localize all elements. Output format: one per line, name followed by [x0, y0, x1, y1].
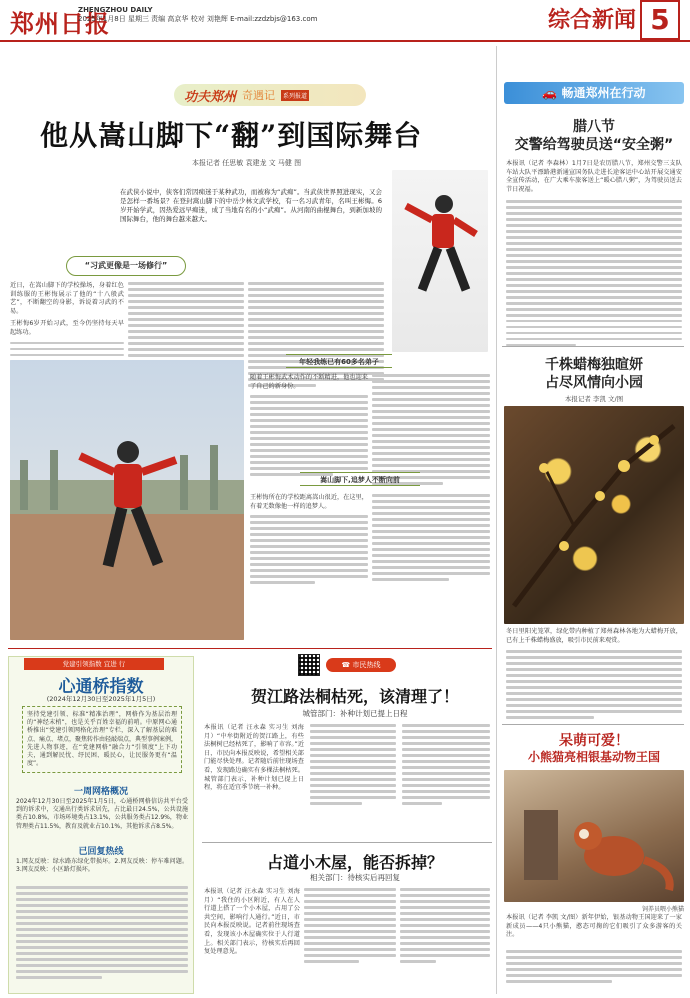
martial-artist-icon [392, 170, 488, 352]
lamei-head-2: 占尽风情向小园 [545, 375, 643, 391]
cabin-sub: 相关部门：待核实后再回复 [310, 873, 400, 882]
right-col-divider [496, 46, 497, 994]
page-number: 5 [640, 0, 680, 40]
lbj-head-2: 交警给驾驶员送“安全粥” [514, 137, 674, 153]
xinqiao-tag: 党建引领指数 宜进 行 [24, 658, 164, 670]
kungfu-col3-text [248, 282, 384, 387]
kungfu-headline: 他从嵩山脚下“翻”到国际舞台 [40, 119, 423, 152]
subhead-1-text: “习武更像是一场修行” [84, 261, 168, 270]
kungfu-col5 [372, 374, 490, 485]
xinqiao-more-text [16, 886, 188, 979]
masthead-date-line: 2025年1月8日 星期三 责编 高京华 校对 刘艳辉 E-mail:zzdzbjs@163.com [78, 15, 318, 23]
kungfu-col5-text [372, 374, 490, 485]
lamei-byline: 本报记者 李凯 文/图 [564, 395, 624, 403]
hotline-label [326, 658, 396, 672]
divider-under-kungfu [8, 648, 492, 649]
xinqiao-quote: 坚持党建引领、标准“精准治理”，网格作为基层治理的“神经末梢”，也是关乎百姓幸福的前哨。中原网心通桥推出“党建引领网格化治理”专栏，深入了解基层的难点、痛点、堵点，聚焦转作由轻敲端点，典型事例案例，先进人物事迹，在“党建网格”融合力“引领度”上下功夫，通到解民忧、纾民困、暖民心，让民服务更有“温度”。 [22, 706, 182, 773]
kungfu-col3 [248, 282, 384, 387]
divider-r1 [502, 346, 684, 347]
cabin-headline: 占道小木屋，能否拆掉？ [266, 853, 443, 872]
section-name: 综合新闻 [548, 8, 637, 33]
lbj-more [506, 200, 682, 346]
kungfu-hero-photo [392, 170, 488, 352]
phone-icon: ☎ [341, 661, 353, 669]
training-scene-icon [10, 360, 244, 640]
subhead-1 [66, 256, 186, 276]
banner-tag: 系列报道 [281, 90, 309, 101]
divider-mid [202, 842, 492, 843]
kungfu-col4 [250, 374, 368, 476]
lamei-head-1: 千株蜡梅独暄妍 [545, 357, 643, 373]
masthead-meta [78, 6, 317, 24]
xinqiao-title: 心通桥指数 [58, 677, 144, 697]
panda-more [506, 950, 682, 983]
masthead-english: ZHENGZHOU DAILY [78, 6, 153, 14]
newspaper-logo: 郑州日报 [10, 9, 110, 38]
subhead-3 [300, 472, 420, 486]
kungfu-action-photo [10, 360, 244, 640]
xinqiao-solved-text: 1.网友反映：绿水路东绿化带损坏。2.网友反映：停车难问题。3.网友反映：小区路灯损坏。 [16, 858, 188, 874]
hotline-col2 [310, 724, 396, 805]
hotline-sub: 城管部门：补种计划已提上日程 [302, 709, 408, 718]
subhead-3-text: 嵩山脚下,追梦人不断向前 [320, 476, 400, 484]
xinqiao-solved-title: 已回复热线 [78, 847, 124, 857]
hotline-text: 本报讯（记者 汪永森 实习生 刘海月）“中牟街附近的贺江路上，有些法桐树已经枯死了，影响了市容。”近日，市民向本报反映说，希望相关部门能尽快处理。记者随后前往现场查看，发现路边确实有多棵法桐枯死。城管部门表示，补种计划已提上日程，将在适宜季节统一补种。 [204, 724, 304, 792]
panda-head-1: 呆萌可爱！ [559, 733, 629, 749]
cabin-text: 本报讯（记者 汪永森 实习生 刘海月）“我住的小区附近，有人在人行道上搭了一个小木屋，占用了公共空间，影响行人通行。”近日，市民向本报反映说。记者前往现场查看，发现该小木屋确实位于人行道上。相关部门表示，待核实后再回复处理意见。 [204, 888, 300, 956]
hotline-headline: 贺江路法桐枯死，该清理了！ [250, 687, 459, 706]
banner-sub: 奇遇记 [242, 89, 276, 102]
kungfu-col7 [372, 494, 490, 581]
masthead-rule [0, 40, 690, 42]
kungfu-col7-text [372, 494, 490, 581]
kungfu-para-d: 王彬悔所在的学校距离嵩山很近，在这里，有着无数像他一样的追梦人。 [250, 494, 368, 510]
xinqiao-date: (2024年12月30日至2025年1月5日) [46, 695, 156, 703]
lbj-text: 本报讯（记者 李森林）1月7日是农历腊八节，郑州交警三支队车站大队平漂路港新通宣国务队走进长途客运中心站开展交通安全宣传活动，在广大乘车旅客送上“暖心腊八粥”，为驾驶员送去节日祝福。 [506, 160, 682, 193]
subhead-2-text: 年轻我练已有60多名弟子 [299, 358, 379, 366]
plum-blossom-icon [504, 406, 684, 624]
red-panda-icon [504, 770, 684, 902]
hotline-col3 [402, 724, 490, 805]
kungfu-para-b: 王彬悔6岁开始习武，至今仍坚持每天早起练功。 [10, 320, 124, 336]
car-icon: 🚗 [542, 86, 562, 100]
subhead-2 [286, 354, 392, 368]
right-banner [504, 82, 684, 104]
right-banner-text: 畅通郑州在行动 [561, 86, 646, 100]
kungfu-lead: 在武侠小说中，侠客们常因痴迷于某种武功，而被称为“武痴”。当武侠世界照进现实，又会是怎样一番场景？在登封嵩山脚下的中岳少林文武学校，有一名习武青年，名叫王彬悔。6岁开始学武，因热爱远早痴迷，成了当地有名的小“武痴”。从河南的曲棍舞台，到新加坡的国际舞台，他的舞台越来越大。 [120, 188, 382, 223]
kungfu-para-c: 随着王彬悔武术动作的不断精进，他也迎来了自己的新身份。 [250, 374, 368, 390]
panda-caption: 饲养员喂小熊猫 [641, 906, 684, 913]
qr-code [298, 654, 320, 676]
panda-head-2: 小熊猫亮相银基动物王国 [527, 750, 660, 764]
divider-r2 [502, 724, 684, 725]
hotline-label-text: 市民热线 [352, 661, 381, 669]
kungfu-para-a: 近日，在嵩山脚下的学校操场，身着红色训练服的王彬悔展示了他的“十八般武艺”，不断翻空的身影，诉说着习武的不易。 [10, 282, 124, 315]
xinqiao-week-title: 一周网格概况 [73, 787, 128, 797]
kungfu-col4-text [250, 395, 368, 476]
panda-text: 本报讯（记者 李凯 文/图）新年伊始，银基动物王国迎来了一家新成员——4只小熊猫，憨态可掬的它们吸引了众多游客的关注。 [506, 914, 682, 939]
panda-photo [504, 770, 684, 902]
kungfu-banner [174, 84, 366, 106]
cabin-col3 [400, 888, 490, 963]
banner-title: 功夫郑州 [184, 89, 237, 105]
lbj-head-1: 腊八节 [573, 119, 615, 135]
kungfu-col6 [250, 494, 368, 584]
kungfu-col6-text [250, 515, 368, 584]
lamei-text: 冬日里阳光笼罩，绿化带内种植了郑州森林各地为大蜡梅开放，已有上千株蜡梅盛放，吸引市民前来观赏。 [506, 628, 682, 644]
lamei-photo [504, 406, 684, 624]
cabin-col2 [304, 888, 396, 963]
kungfu-byline: 本报记者 任思敏 袁建龙 文 马健 图 [192, 159, 302, 167]
xinqiao-week-text: 2024年12月30日至2025年1月5日，心通桥网格信访共平台受到的诉求中，交通出行类诉求居先，占比最日24.5%，公共设施类占10.8%，市场环境类占13.1%，公共服务类占12.9%，物业管理类占11.5%，教育及就业占10.1%，其他诉求占8.5%。 [16, 798, 188, 830]
lamei-more [506, 650, 682, 719]
